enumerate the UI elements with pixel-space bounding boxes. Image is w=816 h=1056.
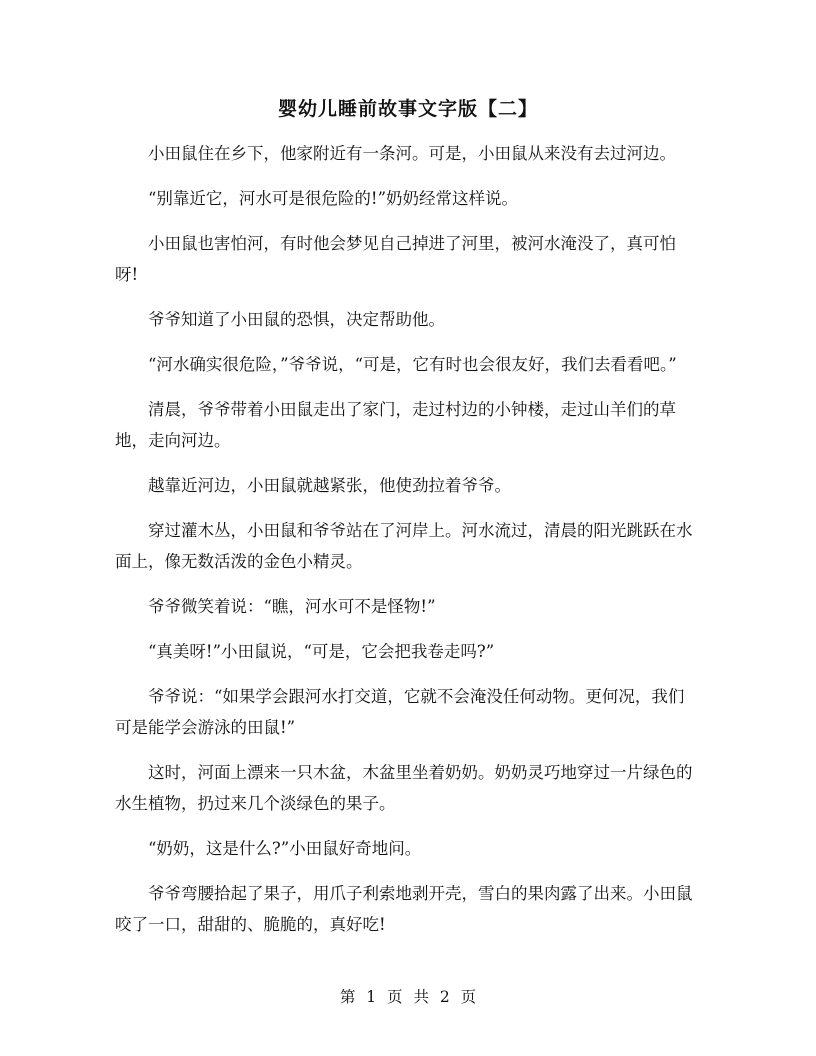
- paragraph-7: 越靠近河边，小田鼠就越紧张，他使劲拉着爷爷。: [148, 476, 511, 495]
- paragraph-6: 清晨，爷爷带着小田鼠走出了家门，走过村边的小钟楼，走过山羊们的草地，走向河边。: [115, 400, 676, 450]
- document-body: [115, 138, 693, 954]
- paragraph-10: “真美呀!”小田鼠说，“可是，它会把我卷走吗?”: [148, 642, 495, 661]
- paragraph-13: “奶奶，这是什么?”小田鼠好奇地问。: [148, 839, 422, 858]
- page-number-footer: 第 1 页 共 2 页: [339, 988, 477, 1006]
- paragraph-9: 爷爷微笑着说：“瞧，河水可不是怪物!”: [148, 597, 436, 616]
- document-title: 婴幼儿睡前故事文字版【二】: [277, 98, 538, 120]
- paragraph-2: “别靠近它，河水可是很危险的!”奶奶经常这样说。: [148, 189, 519, 208]
- paragraph-14: 爷爷弯腰拾起了果子，用爪子利索地剥开壳，雪白的果肉露了出来。小田鼠咬了一口，甜甜的、脆脆的，真好吃!: [115, 884, 693, 934]
- paragraph-11: 爷爷说：“如果学会跟河水打交道，它就不会淹没任何动物。更何况，我们可是能学会游泳的田鼠!”: [115, 687, 685, 737]
- paragraph-4: 爷爷知道了小田鼠的恐惧，决定帮助他。: [148, 310, 445, 329]
- paragraph-3: 小田鼠也害怕河，有时他会梦见自己掉进了河里，被河水淹没了，真可怕呀!: [115, 234, 676, 284]
- paragraph-8: 穿过灌木丛，小田鼠和爷爷站在了河岸上。河水流过，清晨的阳光跳跃在水面上，像无数活泼的金色小精灵。: [115, 521, 693, 571]
- paragraph-5: “河水确实很危险，”爷爷说，“可是，它有时也会很友好，我们去看看吧。”: [148, 355, 677, 374]
- paragraph-1: 小田鼠住在乡下，他家附近有一条河。可是，小田鼠从来没有去过河边。: [148, 144, 676, 163]
- paragraph-12: 这时，河面上漂来一只木盆，木盆里坐着奶奶。奶奶灵巧地穿过一片绿色的水生植物，扔过来几个淡绿色的果子。: [115, 763, 693, 813]
